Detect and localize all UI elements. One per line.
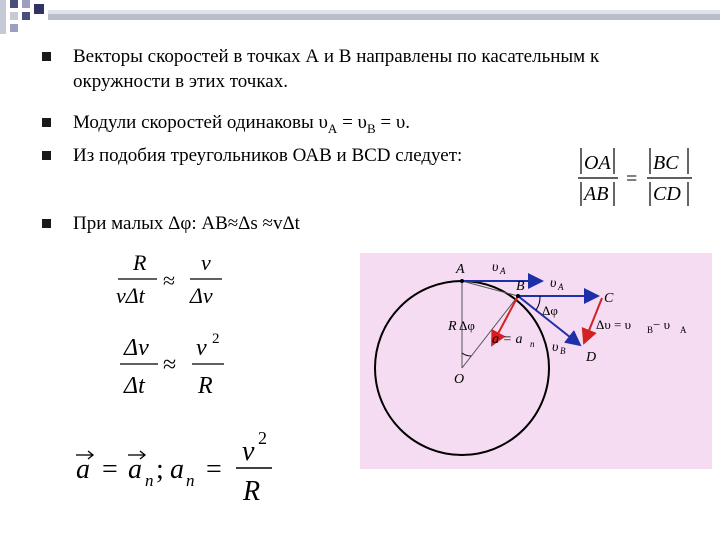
header-decoration [0,0,720,34]
bullet-square-icon [42,118,51,127]
f3-an2: a [170,454,184,485]
formula-2 [120,331,224,399]
bullet-square-icon [42,52,51,61]
f3-an: a [128,454,142,485]
bullet-item [42,143,613,168]
label-delta-v-sub2: A [680,325,687,335]
formula-bc: BC [653,152,679,174]
label-r: R [448,319,457,334]
f2-den1: Δt [124,373,145,399]
f3-num: v [242,436,255,467]
f3-eq2: = [206,454,222,485]
label-a-an-sub: n [530,339,535,349]
label-delta-v-minus: − υ [653,317,671,332]
f2-sup: 2 [212,331,220,347]
bullet-item [42,44,613,94]
label-dphi-b: Δφ [542,303,558,318]
f2-den2: R [198,373,213,399]
f3-n: n [145,471,154,490]
label-d: D [586,350,597,365]
bullet-text: Векторы скоростей в точках А и В направлены по касательным к окружности в этих точках. [73,46,600,92]
f3-sup: 2 [258,428,267,448]
bullet-item [42,110,613,141]
bullet-item [42,211,613,236]
label-va-mid: υ [550,276,557,291]
bullet-text: Модули скоростей одинаковы $\upsilon_A = \upsilon_B = \upsilon$. [73,112,410,136]
bullet-square-icon [42,151,51,160]
label-c: C [604,291,614,306]
f3-sep: ; [156,454,164,485]
formula-3 [76,428,272,507]
formula-equals: = [626,168,638,190]
bullet-square-icon [42,219,51,228]
formula-oa: OA [584,152,611,174]
label-delta-v: Δυ = υ [596,317,632,332]
f1-num1: R [133,250,147,275]
label-vb: υ [552,340,559,355]
label-va-mid-sub: A [558,282,564,292]
label-va-top: υ [492,260,499,275]
label-vb-sub: B [560,346,566,356]
bullet-text: При малых Δφ: АВ≈Δs ≈vΔt [73,213,300,234]
f1-den1: νΔt [116,283,145,308]
diagram-background [360,253,712,469]
f2-approx: ≈ [163,352,177,378]
f3-n2: n [186,471,195,490]
f1-den2: Δν [190,283,213,308]
formula-cd: CD [653,183,681,205]
label-delta-v-sub1: B [647,325,654,335]
formula-1 [116,250,222,308]
f2-num2: ν [196,335,207,361]
bullet-text: Из подобия треугольников ОАВ и ВCD следует: [73,145,463,166]
label-a-an: a = a [492,332,523,347]
label-b: B [516,279,525,294]
circular-motion-diagram [360,253,712,469]
f3-a: a [76,454,90,485]
formula-ab: AB [584,183,609,205]
f3-eq1: = [102,454,118,485]
f1-approx: ≈ [163,268,176,293]
f3-den: R [243,476,261,507]
f2-num1: Δν [124,335,149,361]
label-va-top-sub: A [500,266,506,276]
label-dphi-o: Δφ [459,318,475,333]
label-a: A [456,262,465,277]
f1-num2: ν [201,250,211,275]
label-o: O [454,372,465,387]
